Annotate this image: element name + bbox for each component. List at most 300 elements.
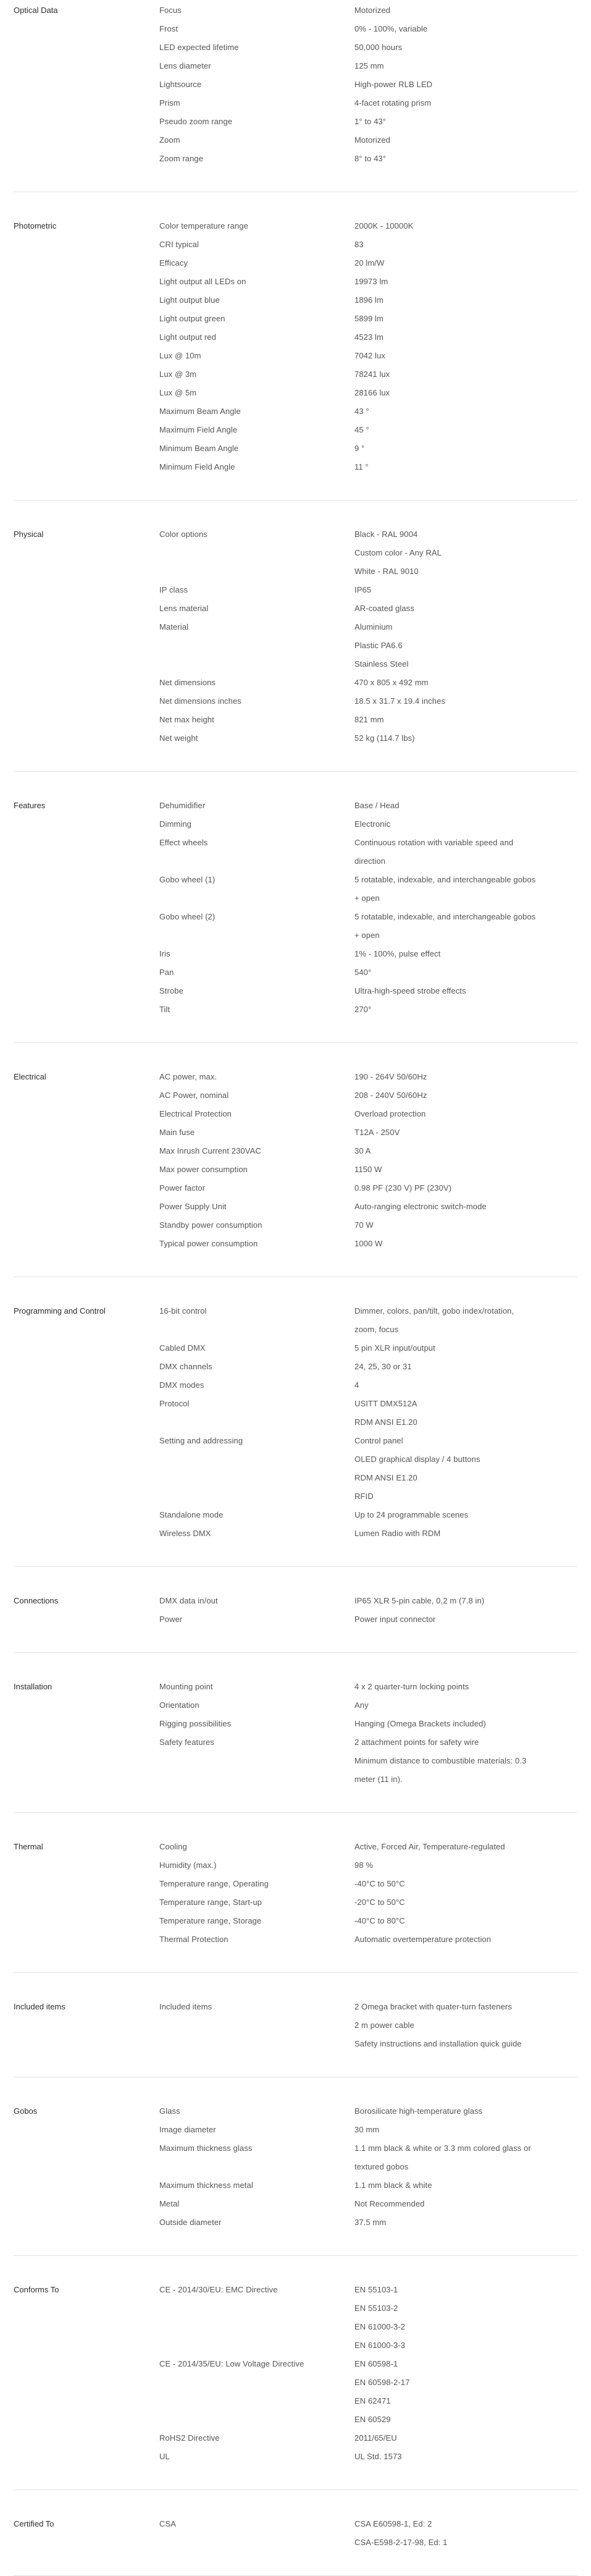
spec-value [354,945,583,963]
spec-value-line: AR-coated glass [354,604,414,613]
spec-row [159,1,583,20]
spec-row [159,272,583,291]
spec-value-line: Power input connector [354,1615,436,1624]
spec-label: LED expected lifetime [159,43,239,52]
spec-value-line: 37.5 mm [354,2218,387,2227]
spec-row [159,1838,583,1856]
spec-value-line: EN 61000-3-2 [354,2322,406,2331]
spec-value-line: 1.1 mm black & white or 3.3 mm colored glass or [354,2143,531,2153]
spec-value [354,421,583,439]
spec-row [159,1592,583,1610]
section-title: Electrical [14,1072,46,1081]
spec-label: CRI typical [159,240,199,249]
spec-label: Net dimensions inches [159,696,241,706]
spec-row [159,235,583,254]
spec-value [354,1216,583,1235]
spec-label: Rigging possibilities [159,1719,232,1728]
spec-label: Temperature range, Start-up [159,1898,262,1907]
spec-value-line: 2 m power cable [354,2021,414,2030]
spec-label: Outside diameter [159,2218,222,2227]
spec-value [354,1696,583,1715]
spec-value [354,347,583,365]
spec-value [354,692,583,711]
spec-value [354,1838,583,1856]
spec-label: Power factor [159,1183,206,1193]
spec-row [159,1733,583,1789]
spec-value-line: 20 lm/W [354,258,385,268]
spec-value [354,525,583,581]
spec-value [354,729,583,748]
spec-section [14,772,577,1043]
spec-value [354,1068,583,1086]
spec-section [14,1653,577,1813]
spec-value-line: RDM ANSI E1.20 [354,1417,417,1427]
spec-value [354,1893,583,1912]
spec-value-line: Not Recommended [354,2199,425,2208]
spec-value-line: 1.1 mm black & white [354,2181,432,2190]
spec-value-line: 0.98 PF (230 V) PF (230V) [354,1183,452,1193]
spec-value-line: 5899 lm [354,314,384,323]
spec-row [159,20,583,38]
spec-row [159,908,583,945]
spec-value [354,2281,583,2355]
spec-value-line: 5 rotatable, indexable, and interchangeable gobos [354,912,536,921]
spec-value [354,2139,583,2176]
spec-row [159,1302,583,1339]
spec-value [354,1105,583,1123]
spec-value-line: 208 - 240V 50/60Hz [354,1091,427,1100]
spec-value-line: UL Std. 1573 [354,2452,402,2461]
spec-row [159,75,583,94]
spec-row [159,439,583,458]
spec-row [159,1696,583,1715]
spec-value [354,1930,583,1949]
spec-value-line: 2 attachment points for safety wire [354,1738,479,1747]
spec-row [159,217,583,235]
spec-value-line: -40°C to 50°C [354,1879,405,1888]
spec-row [159,692,583,711]
spec-label: Typical power consumption [159,1239,258,1248]
spec-value-line: 4 [354,1380,359,1390]
spec-section [14,1973,577,2077]
spec-row [159,1875,583,1893]
spec-row [159,2102,583,2121]
spec-value-line: IP65 [354,585,372,594]
spec-value-line: Black - RAL 9004 [354,530,418,539]
section-title: Connections [14,1596,59,1605]
spec-rows [159,2102,583,2232]
spec-label: Lightsource [159,80,202,89]
spec-value-line: EN 55103-2 [354,2304,398,2313]
spec-label: Lens diameter [159,61,211,70]
spec-value-line: 24, 25, 30 or 31 [354,1362,412,1371]
spec-label: CSA [159,2519,177,2528]
spec-value-line: -40°C to 80°C [354,1916,405,1925]
spec-value-line: meter (11 in). [354,1775,403,1784]
spec-value-line: Plastic PA6.6 [354,641,403,650]
spec-label: Maximum thickness metal [159,2181,253,2190]
spec-label: Maximum Field Angle [159,425,238,434]
spec-row [159,1142,583,1160]
spec-row [159,365,583,384]
spec-value-line: 540° [354,968,372,977]
spec-row [159,2281,583,2355]
section-title: Photometric [14,221,57,230]
spec-label: Safety features [159,1738,214,1747]
spec-row [159,1160,583,1179]
spec-value-line: Electronic [354,819,391,829]
spec-row [159,402,583,421]
spec-label: Color options [159,530,207,539]
spec-value [354,402,583,421]
spec-value [354,458,583,476]
spec-value-line: Ultra-high-speed strobe effects [354,986,466,995]
section-title: Programming and Control [14,1306,106,1315]
spec-value-line: Base / Head [354,801,400,810]
spec-value [354,982,583,1000]
spec-value-line: 19973 lm [354,277,388,286]
spec-rows [159,1678,583,1789]
spec-value-line: Dimmer, colors, pan/tilt, gobo index/rotation, [354,1306,514,1315]
spec-value-line: 7042 lux [354,351,385,360]
spec-value [354,2102,583,2121]
spec-row [159,1086,583,1105]
spec-label: Setting and addressing [159,1436,243,1445]
spec-rows [159,217,583,476]
spec-label: Minimum Field Angle [159,462,235,471]
spec-value [354,815,583,834]
spec-rows [159,1302,583,1543]
spec-value [354,2447,583,2466]
spec-row [159,729,583,748]
spec-row [159,1358,583,1376]
spec-section [14,1813,577,1973]
spec-value-line: Overload protection [354,1109,426,1118]
spec-value-line: Lumen Radio with RDM [354,1529,441,1538]
spec-label: Humidity (max.) [159,1860,217,1870]
spec-row [159,1339,583,1358]
spec-value-line: 1% - 100%, pulse effect [354,949,441,958]
spec-value-line: T12A - 250V [354,1128,400,1137]
spec-label: CE - 2014/35/EU: Low Voltage Directive [159,2359,304,2368]
spec-value-line: 45 ° [354,425,369,434]
spec-label: Prism [159,98,180,108]
spec-value-line: 28166 lux [354,388,390,397]
spec-label: Focus [159,6,182,15]
spec-row [159,1912,583,1930]
spec-value-line: Automatic overtemperature protection [354,1935,492,1944]
spec-label: Temperature range, Operating [159,1879,269,1888]
spec-label: Included items [159,2002,212,2011]
spec-value [354,1432,583,1506]
spec-value [354,1733,583,1789]
spec-value-line: 9 ° [354,444,365,453]
spec-label: Dehumidifier [159,801,206,810]
spec-label: Temperature range, Storage [159,1916,262,1925]
section-title: Installation [14,1682,52,1691]
spec-value-line: USITT DMX512A [354,1399,417,1408]
spec-value-line: 0% - 100%, variable [354,24,428,33]
spec-label: Glass [159,2106,180,2116]
spec-value-line: Up to 24 programmable scenes [354,1510,469,1519]
spec-value [354,439,583,458]
spec-value [354,1395,583,1432]
spec-value [354,365,583,384]
spec-value-line: 2011/65/EU [354,2433,397,2443]
spec-value [354,20,583,38]
section-title: Gobos [14,2106,38,2116]
spec-value-line: IP65 XLR 5-pin cable, 0,2 m (7.8 in) [354,1596,485,1605]
spec-label: Standby power consumption [159,1220,262,1230]
spec-value-line: 50,000 hours [354,43,403,52]
spec-rows [159,1592,583,1629]
section-title: Certified To [14,2519,54,2528]
spec-value-line: Any [354,1700,369,1710]
spec-value [354,711,583,729]
spec-row [159,815,583,834]
spec-value-line: 1° to 43° [354,117,387,126]
spec-value [354,38,583,57]
spec-row [159,384,583,402]
spec-value-line: 470 x 805 x 492 mm [354,678,429,687]
section-title: Optical Data [14,6,58,15]
spec-value-line: EN 61000-3-3 [354,2341,406,2350]
spec-label: Net weight [159,733,198,743]
spec-label: Power Supply Unit [159,1202,227,1211]
spec-label: Pseudo zoom range [159,117,233,126]
spec-value [354,1376,583,1395]
spec-value [354,112,583,131]
spec-label: Image diameter [159,2125,216,2134]
spec-value [354,908,583,945]
spec-value-line: + open [354,893,380,903]
spec-label: Protocol [159,1399,190,1408]
spec-value-line: 125 mm [354,61,384,70]
spec-value [354,1506,583,1524]
spec-label: AC power, max. [159,1072,217,1081]
spec-label: Power [159,1615,183,1624]
spec-row [159,1930,583,1949]
spec-row [159,1506,583,1524]
spec-label: Minimum Beam Angle [159,444,239,453]
spec-value-line: Auto-ranging electronic switch-mode [354,1202,487,1211]
spec-value [354,1197,583,1216]
spec-value [354,796,583,815]
spec-value [354,1875,583,1893]
spec-value [354,2515,583,2552]
spec-value [354,131,583,150]
spec-label: 16-bit control [159,1306,207,1315]
spec-value-line: Active, Forced Air, Temperature-regulated [354,1842,505,1851]
spec-row [159,599,583,618]
spec-value-line: RDM ANSI E1.20 [354,1473,417,1482]
spec-value-line: 83 [354,240,364,249]
spec-label: Light output blue [159,295,220,305]
spec-value [354,57,583,75]
spec-value-line: Control panel [354,1436,403,1445]
spec-label: Light output all LEDs on [159,277,246,286]
spec-value-line: 18.5 x 31.7 x 19.4 inches [354,696,446,706]
spec-rows [159,1,583,168]
spec-section [14,1043,577,1277]
spec-value-line: 821 mm [354,715,384,724]
spec-label: CE - 2014/30/EU: EMC Directive [159,2285,278,2294]
spec-value-line: Continuous rotation with variable speed and [354,838,514,847]
spec-row [159,1395,583,1432]
spec-row [159,1197,583,1216]
spec-value-line: OLED graphical display / 4 buttons [354,1455,480,1464]
spec-row [159,963,583,982]
spec-row [159,945,583,963]
spec-row [159,1000,583,1019]
spec-row [159,1105,583,1123]
spec-section [14,1277,577,1567]
spec-row [159,982,583,1000]
spec-value-line: High-power RLB LED [354,80,433,89]
spec-label: Dimming [159,819,191,829]
spec-value-line: Motorized [354,6,390,15]
spec-value-line: 4 x 2 quarter-turn locking points [354,1682,469,1691]
spec-label: Lux @ 3m [159,370,197,379]
spec-label: DMX data in/out [159,1596,218,1605]
spec-value [354,1,583,20]
spec-label: Net max height [159,715,214,724]
spec-value [354,871,583,908]
spec-row [159,347,583,365]
spec-row [159,2176,583,2195]
spec-value [354,272,583,291]
spec-label: Thermal Protection [159,1935,228,1944]
spec-row [159,834,583,871]
spec-label: Cabled DMX [159,1343,206,1353]
spec-value-line: Aluminium [354,622,393,631]
spec-label: Electrical Protection [159,1109,232,1118]
section-title: Physical [14,530,44,539]
spec-value-line: EN 60598-1 [354,2359,398,2368]
spec-row [159,618,583,674]
spec-row [159,2429,583,2447]
spec-value [354,1123,583,1142]
spec-row [159,1856,583,1875]
spec-label: Strobe [159,986,183,995]
spec-row [159,328,583,347]
spec-value [354,1678,583,1696]
spec-label: Color temperature range [159,221,248,230]
spec-value [354,217,583,235]
spec-value [354,1086,583,1105]
spec-row [159,254,583,272]
spec-value [354,581,583,599]
spec-value-line: 5 rotatable, indexable, and interchangeable gobos [354,875,536,884]
spec-value-line: 78241 lux [354,370,390,379]
spec-label: Tilt [159,1005,170,1014]
spec-row [159,1179,583,1197]
spec-label: Maximum thickness glass [159,2143,253,2153]
spec-value-line: + open [354,931,380,940]
spec-row [159,1432,583,1506]
spec-label: Net dimensions [159,678,216,687]
spec-value [354,291,583,310]
spec-label: Maximum Beam Angle [159,407,241,416]
spec-section [14,192,577,500]
spec-row [159,57,583,75]
spec-row [159,2121,583,2139]
section-title: Thermal [14,1842,43,1851]
spec-row [159,458,583,476]
spec-value-line: 1896 lm [354,295,384,305]
spec-label: Wireless DMX [159,1529,211,1538]
spec-row [159,150,583,168]
spec-value [354,1235,583,1253]
spec-value [354,834,583,871]
spec-value-line: 5 pin XLR input/output [354,1343,435,1353]
spec-row [159,94,583,112]
spec-value [354,618,583,674]
spec-value-line: zoom, focus [354,1325,399,1334]
spec-label: Zoom [159,135,180,145]
spec-value-line: Hanging (Omega Brackets included) [354,1719,486,1728]
spec-label: Metal [159,2199,180,2208]
spec-row [159,1376,583,1395]
spec-label: Standalone mode [159,1510,224,1519]
spec-label: Lux @ 5m [159,388,197,397]
spec-value-line: 190 - 264V 50/60Hz [354,1072,427,1081]
spec-value-line: direction [354,856,386,866]
spec-label: Effect wheels [159,838,208,847]
spec-value [354,1912,583,1930]
spec-value [354,384,583,402]
spec-section [14,2490,577,2576]
spec-value-line: Custom color - Any RAL [354,548,442,557]
spec-row [159,1610,583,1629]
spec-label: Iris [159,949,170,958]
spec-value-line: Stainless Steel [354,659,409,669]
spec-value [354,963,583,982]
spec-value [354,1358,583,1376]
spec-row [159,871,583,908]
spec-value-line: -20°C to 50°C [354,1898,405,1907]
spec-row [159,2355,583,2429]
spec-rows [159,1838,583,1949]
spec-value [354,75,583,94]
spec-row [159,2139,583,2176]
spec-label: Main fuse [159,1128,195,1137]
spec-value [354,674,583,692]
spec-value [354,1610,583,1629]
spec-value [354,1160,583,1179]
spec-label: Light output green [159,314,225,323]
spec-row [159,1123,583,1142]
spec-row [159,1998,583,2053]
spec-rows [159,2281,583,2466]
spec-value-line: 70 W [354,1220,374,1230]
spec-row [159,2195,583,2213]
spec-value [354,235,583,254]
section-title: Features [14,801,46,810]
spec-value [354,254,583,272]
spec-value [354,310,583,328]
spec-value-line: 1150 W [354,1165,382,1174]
spec-value [354,94,583,112]
spec-value-line: Borosilicate high-temperature glass [354,2106,483,2116]
spec-label: Zoom range [159,154,204,163]
spec-value [354,2121,583,2139]
spec-row [159,38,583,57]
spec-row [159,1216,583,1235]
spec-value-line: 98 % [354,1860,374,1870]
spec-section [14,0,577,192]
spec-rows [159,796,583,1019]
